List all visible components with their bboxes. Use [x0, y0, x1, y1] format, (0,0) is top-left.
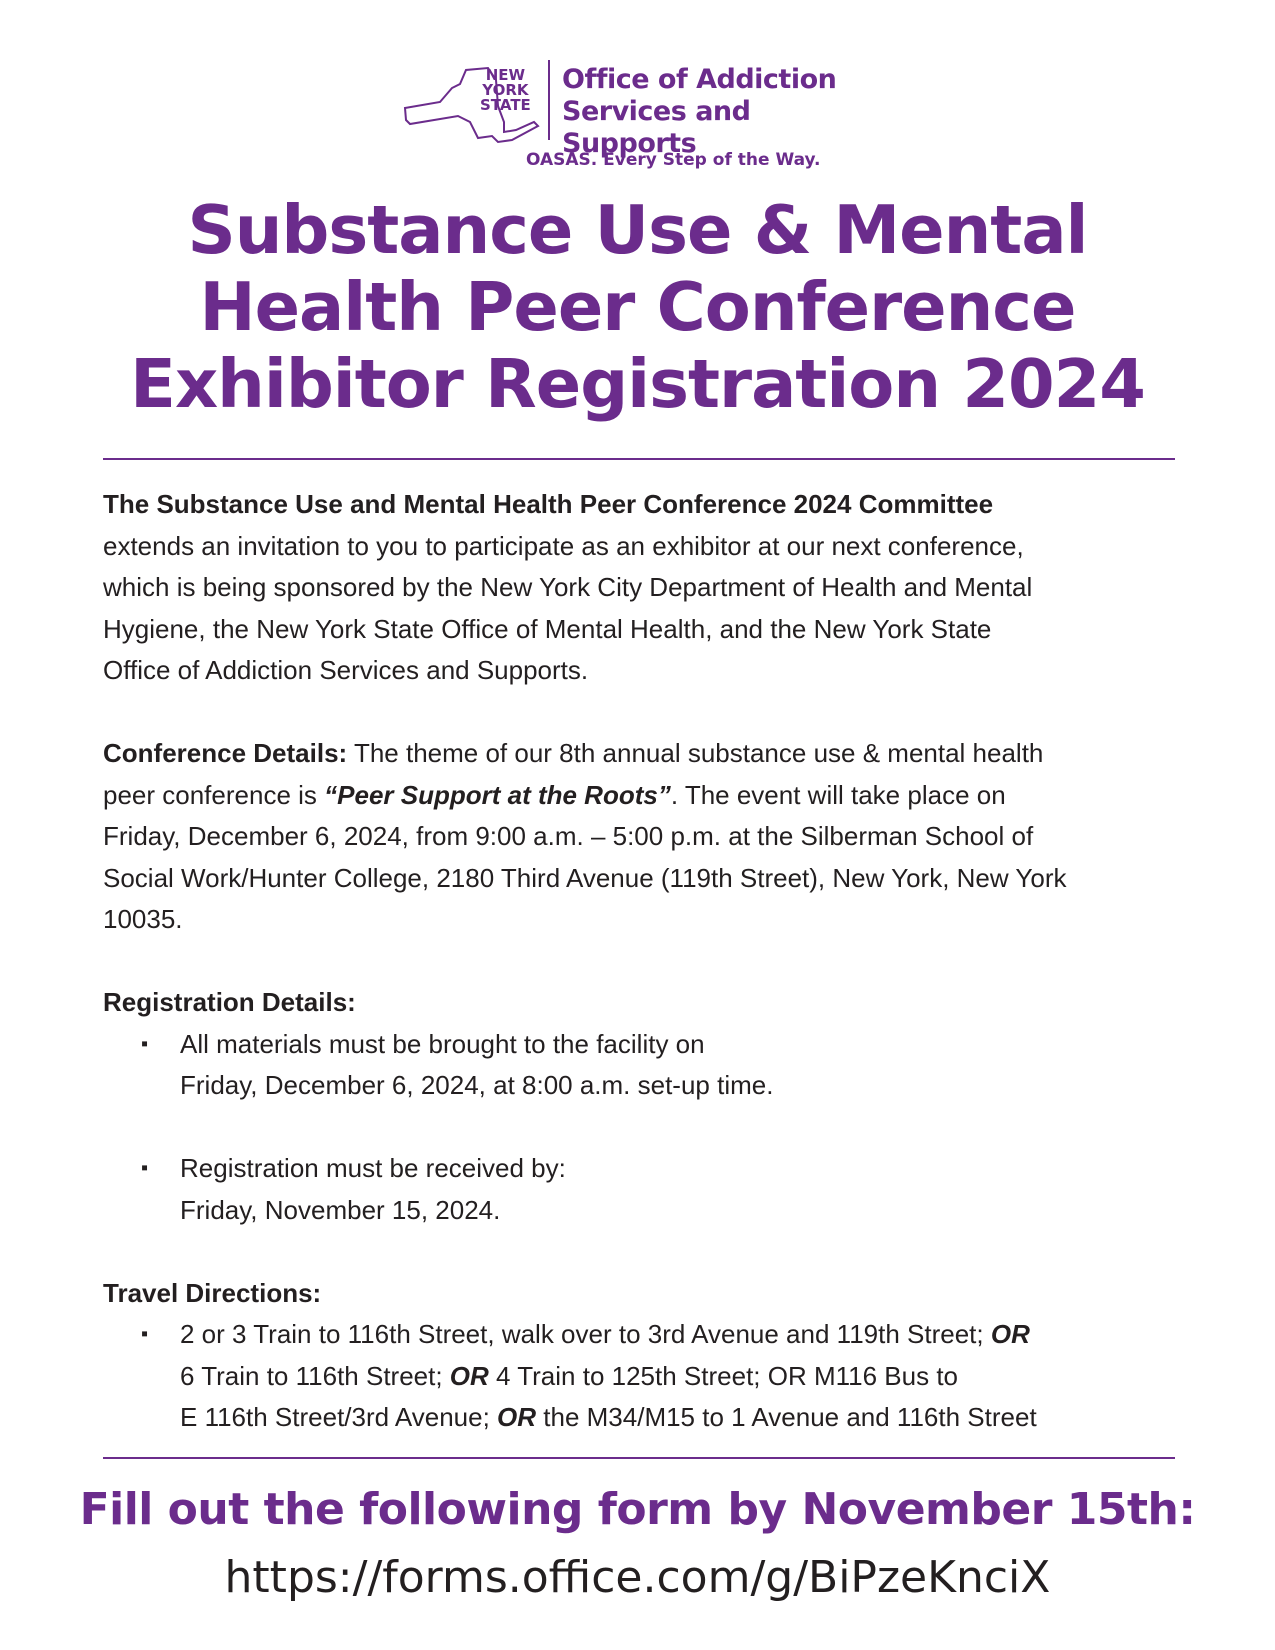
- travel-text: 2 or 3 Train to 116th Street, walk over to 3rd Avenue and 119th Street;: [180, 1319, 991, 1349]
- intro-committee-name: The Substance Use and Mental Health Peer Conference 2024 Committee: [103, 489, 994, 519]
- agency-name: [562, 64, 880, 160]
- agency-name-line-1: Office of Addiction: [562, 64, 837, 95]
- top-divider: [103, 458, 1175, 460]
- form-link[interactable]: https://forms.office.com/g/BiPzeKnciX: [224, 1552, 1051, 1603]
- new-york-state-wordmark: [480, 68, 531, 113]
- travel-text: the M34/M15 to 1 Avenue and 116th Street: [536, 1402, 1037, 1432]
- intro-line: Office of Addiction Services and Supports.: [103, 655, 589, 685]
- logo-divider: [548, 60, 550, 140]
- state-word-state: STATE: [480, 96, 531, 114]
- list-item-line: [180, 1314, 1183, 1356]
- registration-details-list: [103, 1024, 1183, 1232]
- agency-tagline: OASAS. Every Step of the Way.: [526, 150, 821, 170]
- page-title: [60, 192, 1215, 423]
- list-item-line: Registration must be received by:: [180, 1153, 566, 1183]
- title-line-1: Substance Use & Mental: [187, 191, 1088, 269]
- intro-line: extends an invitation to you to participate as an exhibitor at our next conference,: [103, 530, 1024, 561]
- bullet-icon: ▪: [141, 1323, 149, 1345]
- state-word-new: NEW: [485, 66, 526, 84]
- conference-details-label: Conference Details:: [103, 738, 348, 768]
- oasas-logo: [400, 58, 880, 178]
- travel-directions-list: [103, 1314, 1183, 1439]
- agency-name-line-2: Services and Supports: [562, 96, 751, 159]
- registration-details-label: Registration Details:: [103, 987, 356, 1017]
- list-item-line: All materials must be brought to the facility on: [180, 1028, 705, 1059]
- conference-line: Friday, December 6, 2024, from 9:00 a.m. – 5:00 p.m. at the Silberman School of: [103, 821, 1034, 851]
- conference-line: Social Work/Hunter College, 2180 Third Avenue (119th Street), New York, New York: [103, 862, 1067, 893]
- travel-directions-label: Travel Directions:: [103, 1277, 322, 1308]
- list-item-line: Friday, December 6, 2024, at 8:00 a.m. set-up time.: [180, 1070, 774, 1100]
- conference-line: peer conference is: [103, 779, 325, 810]
- list-item: [103, 1314, 1183, 1439]
- state-word-york: YORK: [482, 81, 529, 99]
- title-line-2: Health Peer Conference: [199, 268, 1076, 346]
- travel-directions-heading: [103, 1273, 1183, 1315]
- intro-line: Hygiene, the New York State Office of Mental Health, and the New York State: [103, 613, 992, 644]
- list-item-line: [180, 1356, 1183, 1398]
- conference-line: The theme of our 8th annual substance use & mental health: [347, 738, 1044, 768]
- conference-details-paragraph: [103, 733, 1183, 941]
- conference-line: 10035.: [103, 904, 183, 934]
- bottom-divider: [103, 1457, 1175, 1459]
- conference-line: . The event will take place on: [670, 779, 1006, 810]
- flyer-body: [103, 484, 1183, 1439]
- form-call-to-action: Fill out the following form by November 15th:: [79, 1484, 1196, 1535]
- registration-details-heading: [103, 982, 1183, 1024]
- intro-paragraph: [103, 484, 1183, 692]
- bullet-icon: ▪: [141, 1157, 149, 1179]
- list-item-line: [180, 1397, 1183, 1439]
- list-item: [103, 1024, 1183, 1107]
- title-line-3: Exhibitor Registration 2024: [130, 345, 1145, 423]
- list-item-line: Friday, November 15, 2024.: [180, 1194, 501, 1225]
- travel-or: OR: [497, 1402, 537, 1432]
- travel-or: OR: [990, 1319, 1030, 1349]
- intro-line: which is being sponsored by the New York City Department of Health and Mental: [103, 572, 1033, 602]
- list-item: [103, 1148, 1183, 1231]
- travel-text: 6 Train to 116th Street;: [180, 1360, 450, 1391]
- travel-text: E 116th Street/3rd Avenue;: [180, 1402, 498, 1432]
- travel-or: OR: [449, 1360, 489, 1391]
- bullet-icon: ▪: [141, 1032, 149, 1055]
- conference-theme: “Peer Support at the Roots”: [324, 779, 671, 810]
- travel-text: 4 Train to 125th Street; OR M116 Bus to: [488, 1360, 959, 1391]
